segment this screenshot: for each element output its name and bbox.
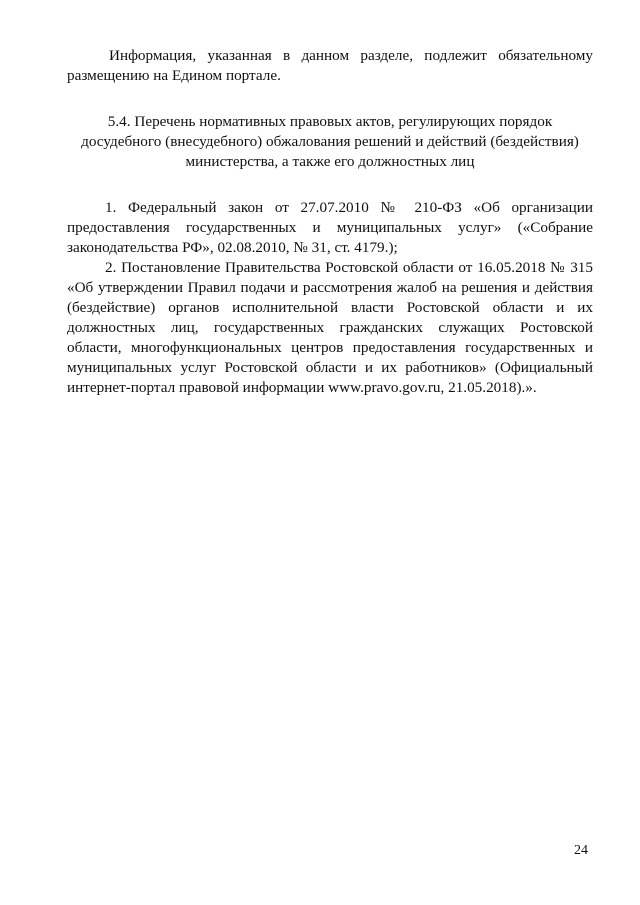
document-page [67, 46, 593, 398]
page-number: 24 [574, 843, 588, 858]
list-item: 1. Федеральный закон от 27.07.2010 № 210-ФЗ «Об организации предоставления государственных и муниципальных услуг» («Собрание законодательства РФ», 02.08.2010, № 31, ст. 4179.); [67, 199, 593, 256]
intro-paragraph: Информация, указанная в данном разделе, подлежит обязательному размещению на Едином портале. [67, 47, 593, 84]
legal-acts-list [67, 198, 593, 398]
list-item: 2. Постановление Правительства Ростовской области от 16.05.2018 № 315 «Об утверждении Правил подачи и рассмотрения жалоб на решения и действия (бездействие) органов исполнительной власти Ростовской области и их должностных лиц, государственных гражданских служащих Ростовской области, многофункциональных центров предоставления государственных и муниципальных услуг Ростовской области и их работников» (Официальный интернет-портал правовой информации www.pravo.gov.ru, 21.05.2018).». [67, 259, 593, 396]
section-heading: 5.4. Перечень нормативных правовых актов, регулирующих порядок досудебного (внесудебного) обжалования решений и действий (бездействия) министерства, а также его должностных лиц [81, 113, 579, 170]
